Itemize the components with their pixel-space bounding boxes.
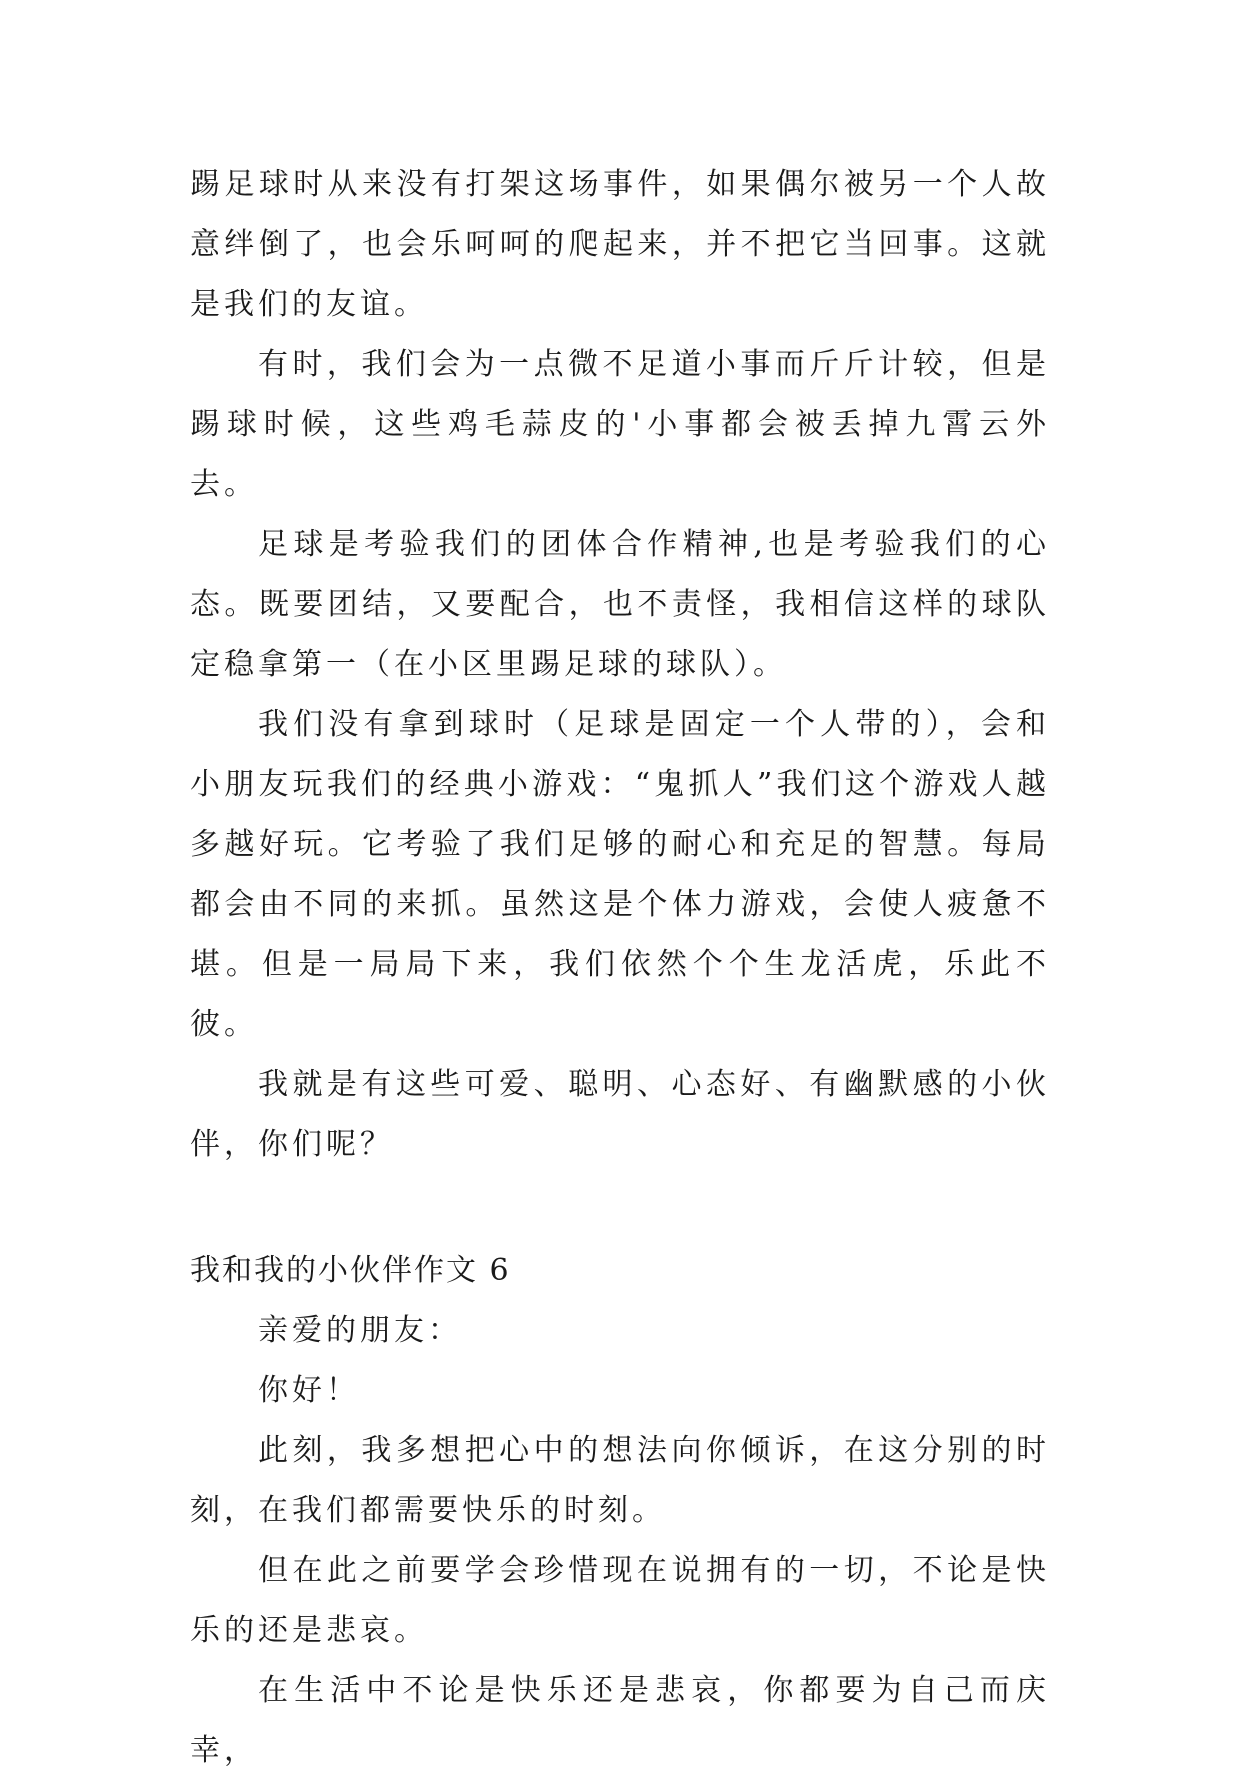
paragraph: 在生活中不论是快乐还是悲哀，你都要为自己而庆幸， — [190, 1673, 1050, 1768]
paragraph: 亲爱的朋友： — [258, 1313, 462, 1348]
paragraph: 踢足球时从来没有打架这场事件，如果偶尔被另一个人故意绊倒了，也会乐呵呵的爬起来，并不把它当回事。这就是我们的友谊。 — [190, 167, 1050, 322]
document-body — [190, 155, 1050, 1781]
paragraph: 我就是有这些可爱、聪明、心态好、有幽默感的小伙伴，你们呢？ — [190, 1067, 1050, 1162]
paragraph: 此刻，我多想把心中的想法向你倾诉，在这分别的时刻，在我们都需要快乐的时刻。 — [190, 1433, 1050, 1528]
paragraph: 你好！ — [258, 1373, 360, 1408]
paragraph: 但在此之前要学会珍惜现在说拥有的一切，不论是快乐的还是悲哀。 — [190, 1553, 1050, 1648]
section-title: 我和我的小伙伴作文 6 — [190, 1253, 511, 1288]
paragraph: 有时，我们会为一点微不足道小事而斤斤计较，但是踢球时候，这些鸡毛蒜皮的'小事都会被丢掉九霄云外去。 — [190, 347, 1050, 502]
paragraph: 足球是考验我们的团体合作精神,也是考验我们的心态。既要团结，又要配合，也不责怪，我相信这样的球队定稳拿第一（在小区里踢足球的球队）。 — [190, 527, 1050, 682]
paragraph: 我们没有拿到球时（足球是固定一个人带的），会和小朋友玩我们的经典小游戏：“鬼抓人”我们这个游戏人越多越好玩。它考验了我们足够的耐心和充足的智慧。每局都会由不同的来抓。虽然这是个体力游戏，会使人疲惫不堪。但是一局局下来，我们依然个个生龙活虎，乐此不彼。 — [190, 707, 1050, 1042]
